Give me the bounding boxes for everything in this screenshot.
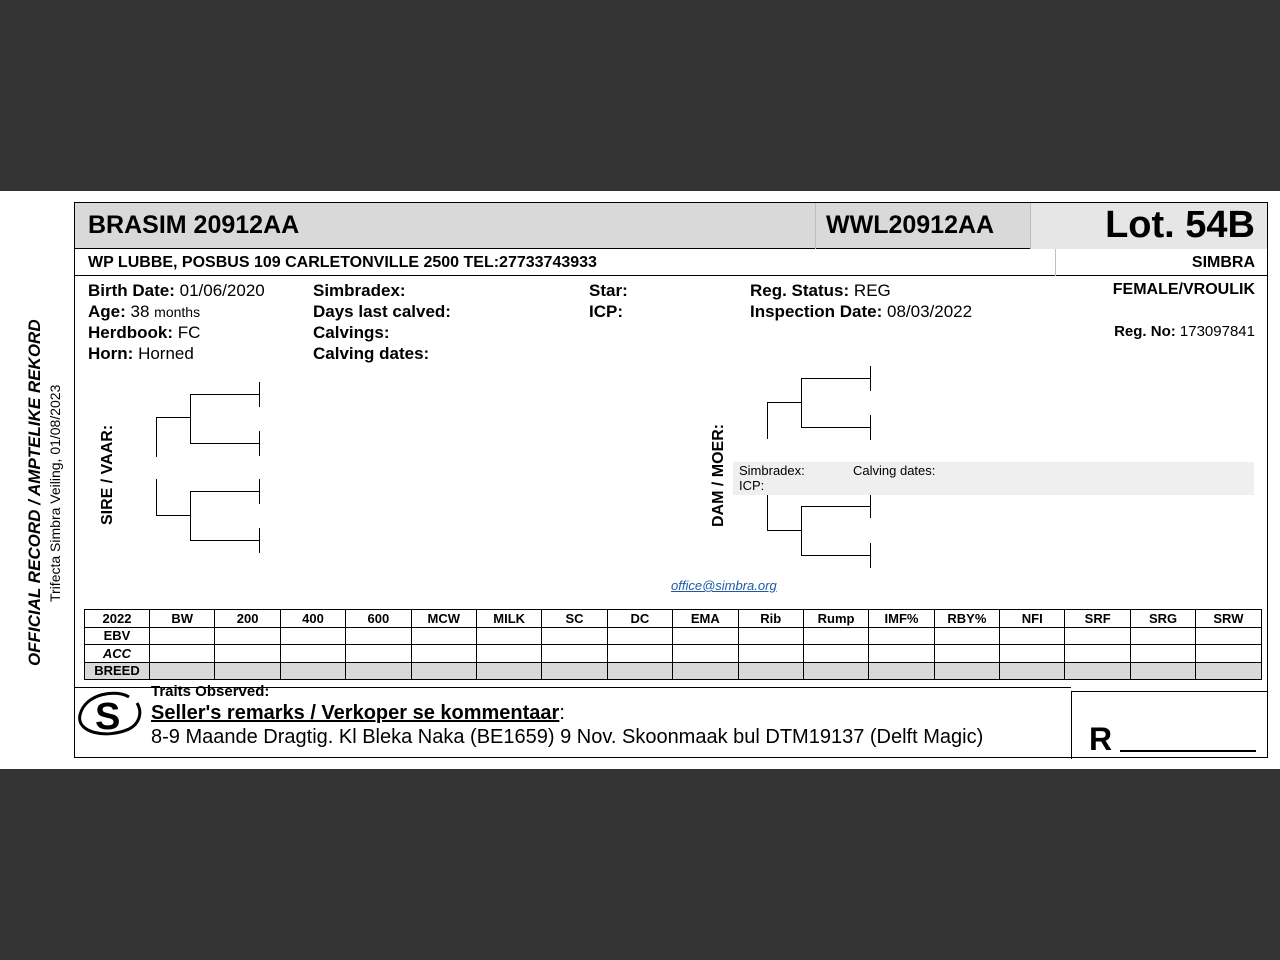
ebv-col-srg: SRG bbox=[1130, 610, 1195, 628]
age-value: 38 bbox=[130, 302, 150, 321]
herdbook-value: FC bbox=[177, 323, 201, 342]
birth-date-value: 01/06/2020 bbox=[179, 281, 265, 300]
sire-label: SIRE / VAAR: bbox=[99, 424, 116, 525]
dam-label: DAM / MOER: bbox=[710, 423, 727, 527]
breed-row bbox=[85, 662, 1262, 680]
dam-icp-label: ICP: bbox=[739, 478, 765, 493]
ebv-col-srf: SRF bbox=[1065, 610, 1130, 628]
horn bbox=[88, 344, 194, 364]
ebv-table bbox=[84, 609, 1262, 680]
age bbox=[88, 302, 200, 322]
inspection-date-label: Inspection Date: bbox=[750, 302, 883, 321]
email-link[interactable]: office@simbra.org bbox=[671, 578, 777, 593]
ebv-row-label: EBV bbox=[85, 627, 150, 645]
birth-date bbox=[88, 281, 265, 301]
seller-remarks-title: Seller's remarks / Verkoper se kommentaar bbox=[151, 702, 560, 724]
herdbook bbox=[88, 323, 200, 343]
simbra-logo-icon bbox=[77, 691, 143, 741]
sex-label: FEMALE/VROULIK bbox=[1112, 281, 1255, 298]
divider bbox=[815, 203, 816, 249]
ebv-col-rump: Rump bbox=[803, 610, 868, 628]
ebv-row bbox=[85, 627, 1262, 645]
divider bbox=[1055, 249, 1056, 276]
breeder-address: WP LUBBE, POSBUS 109 CARLETONVILLE 2500 TEL:27733743933 bbox=[88, 254, 597, 271]
price-blank[interactable] bbox=[1120, 750, 1256, 752]
dam-calving-dates-label: Calving dates: bbox=[853, 463, 936, 478]
ebv-col-dc: DC bbox=[607, 610, 672, 628]
breed-name: SIMBRA bbox=[1191, 254, 1255, 271]
dam-info-strip bbox=[733, 462, 1254, 495]
calving-dates-label: Calving dates: bbox=[313, 344, 430, 363]
acc-row-label: ACC bbox=[85, 645, 150, 663]
ebv-col-ema: EMA bbox=[673, 610, 738, 628]
inspection-date-value: 08/03/2022 bbox=[886, 302, 973, 321]
inspection-date bbox=[750, 302, 972, 322]
ebv-year: 2022 bbox=[85, 610, 150, 628]
lot-card bbox=[74, 202, 1268, 758]
ebv-col-200: 200 bbox=[215, 610, 280, 628]
birth-date-label: Birth Date: bbox=[88, 281, 175, 300]
icp-label: ICP: bbox=[589, 302, 623, 321]
ebv-col-600: 600 bbox=[346, 610, 411, 628]
logo-letter: S bbox=[95, 696, 121, 738]
ebv-col-rib: Rib bbox=[738, 610, 803, 628]
divider bbox=[1030, 203, 1031, 249]
reg-no bbox=[1114, 323, 1255, 340]
ebv-col-sc: SC bbox=[542, 610, 607, 628]
seller-remarks-text: 8-9 Maande Dragtig. Kl Bleka Naka (BE1659) 9 Nov. Skoonmaak bul DTM19137 (Delft Magic) bbox=[151, 726, 984, 748]
title-row bbox=[75, 203, 1267, 249]
breeder-row bbox=[75, 249, 1267, 276]
reg-status-value: REG bbox=[853, 281, 891, 300]
animal-name: BRASIM 20912AA bbox=[88, 211, 300, 239]
official-record-label: OFFICIAL RECORD / AMPTELIKE REKORD bbox=[25, 319, 44, 666]
ebv-col-rby: RBY% bbox=[934, 610, 999, 628]
ebv-col-milk: MILK bbox=[476, 610, 541, 628]
ebv-col-bw: BW bbox=[150, 610, 215, 628]
reg-status bbox=[750, 281, 891, 301]
horn-label: Horn: bbox=[88, 344, 134, 363]
ebv-header-row bbox=[85, 610, 1262, 628]
seller-remarks-colon: : bbox=[559, 702, 565, 724]
star-label: Star: bbox=[589, 281, 628, 300]
ebv-col-400: 400 bbox=[280, 610, 345, 628]
traits-observed-label: Traits Observed: bbox=[151, 683, 270, 700]
horn-value: Horned bbox=[138, 344, 194, 363]
dam-simbradex-label: Simbradex: bbox=[739, 463, 805, 478]
reg-no-value: 173097841 bbox=[1179, 323, 1255, 340]
auction-event-label: Trifecta Simbra Veiling, 01/08/2023 bbox=[47, 384, 63, 602]
ebv-col-mcw: MCW bbox=[411, 610, 476, 628]
age-unit: months bbox=[154, 304, 201, 320]
price-currency: R bbox=[1089, 721, 1113, 757]
herdbook-label: Herdbook: bbox=[88, 323, 173, 342]
lot-number: Lot. 54B bbox=[1105, 204, 1255, 246]
registration-code: WWL20912AA bbox=[826, 211, 995, 239]
calvings-label: Calvings: bbox=[313, 323, 390, 342]
simbradex-label: Simbradex: bbox=[313, 281, 406, 300]
ebv-col-srw: SRW bbox=[1196, 610, 1261, 628]
seller-remarks-heading bbox=[151, 702, 565, 725]
ebv-col-imf: IMF% bbox=[869, 610, 934, 628]
days-last-calved-label: Days last calved: bbox=[313, 302, 451, 321]
breed-row-label: BREED bbox=[85, 662, 150, 680]
reg-status-label: Reg. Status: bbox=[750, 281, 850, 300]
reg-no-label: Reg. No: bbox=[1114, 323, 1176, 340]
age-label: Age: bbox=[88, 302, 126, 321]
ebv-col-nfi: NFI bbox=[1000, 610, 1065, 628]
acc-row bbox=[85, 645, 1262, 663]
